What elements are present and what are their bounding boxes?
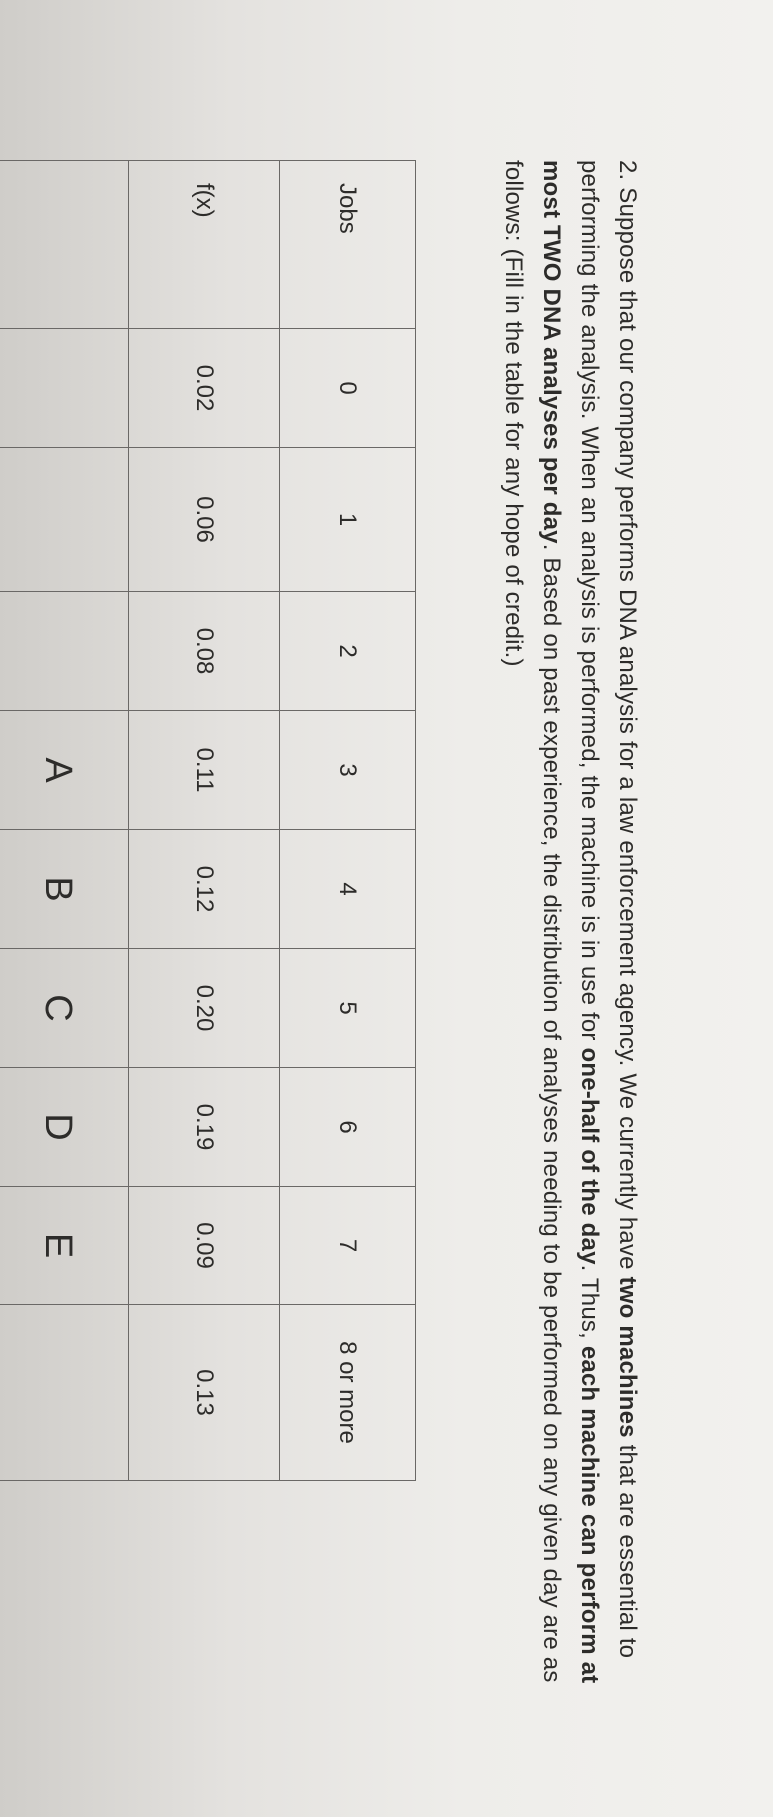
table-row-fx [129,161,280,1481]
jobs-cell: 1 [280,448,416,592]
problem-bold-capacity: each machine can perform at most TWO DNA analyses per day [538,160,603,1684]
fill-cell[interactable] [0,1305,129,1481]
jobs-cell: 5 [280,949,416,1068]
fx-cell: 0.11 [129,711,280,830]
jobs-cell: 3 [280,711,416,830]
table-row-blank-1 [0,161,129,1481]
jobs-cell: 7 [280,1187,416,1305]
fx-cell: 0.12 [129,830,280,949]
fill-cell[interactable] [0,592,129,711]
fill-cell[interactable] [0,329,129,448]
problem-text-4: . Based on past experience, the distribution of analyses needing to be performed on any given day are as follows: (Fill in the table for any hope of credit.) [500,160,565,1683]
jobs-cell: 6 [280,1068,416,1187]
fill-cell-b[interactable]: B [0,830,129,949]
problem-bold-half-day: one-half of the day [576,1047,603,1265]
fill-cell-e[interactable]: E [0,1187,129,1305]
distribution-table [0,160,416,1481]
jobs-cell: 0 [280,329,416,448]
fill-cell-c[interactable]: C [0,949,129,1068]
fx-cell: 0.08 [129,592,280,711]
fx-cell: 0.06 [129,448,280,592]
problem-statement [494,160,646,1740]
problem-bold-two-machines: two machines [614,1276,641,1438]
fx-cell: 0.13 [129,1305,280,1481]
blank-label-cell [0,161,129,329]
fill-cell[interactable] [0,448,129,592]
fx-cell: 0.09 [129,1187,280,1305]
rotated-worksheet [16,160,646,1790]
problem-text-1: 2. Suppose that our company performs DNA analysis for a law enforcement agency. We currently have [614,160,641,1277]
jobs-cell: 4 [280,830,416,949]
row-label-jobs: Jobs [280,161,416,329]
table-row-jobs [280,161,416,1481]
problem-text-2: that are essential to performing the analysis. When an analysis is performed, the machine is in use for [576,160,641,1659]
jobs-cell: 8 or more [280,1305,416,1481]
fx-cell: 0.20 [129,949,280,1068]
fx-cell: 0.02 [129,329,280,448]
fill-cell-d[interactable]: D [0,1068,129,1187]
problem-text-3: . Thus, [576,1264,603,1346]
jobs-cell: 2 [280,592,416,711]
fill-cell-a[interactable]: A [0,711,129,830]
row-label-fx: f(x) [129,161,280,329]
fx-cell: 0.19 [129,1068,280,1187]
